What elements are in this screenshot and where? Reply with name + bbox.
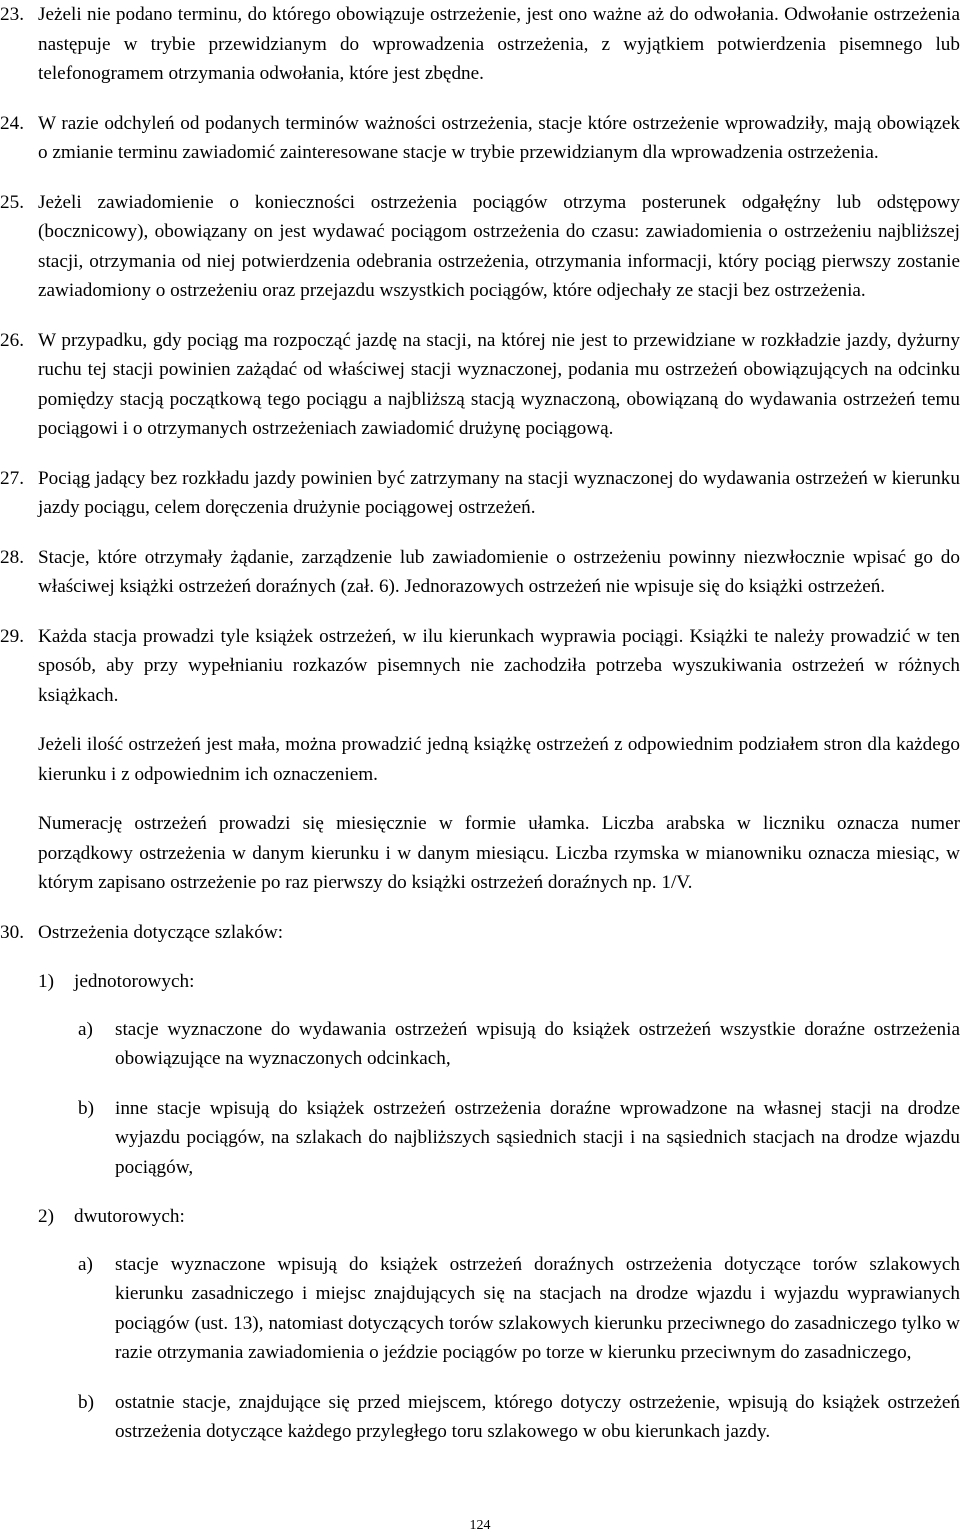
item-24 <box>0 109 960 168</box>
item-29-paragraph: Numerację ostrzeżeń prowadzi się miesięcznie w formie ułamka. Liczba arabska w liczniku oznacza numer porządkowy ostrzeżenia w danym kierunku i w danym miesiącu. Liczba rzymska w mianowniku oznacza miesiąc, w którym zapisano ostrzeżenie po raz pierwszy do książki ostrzeżeń doraźnych np. 1/V. <box>38 813 960 893</box>
subsubitem-number: a) <box>78 1253 93 1275</box>
subitem-label: jednotorowych: <box>74 971 195 992</box>
item-text: Jeżeli nie podano terminu, do którego obowiązuje ostrzeżenie, jest ono ważne aż do odwołania. Odwołanie ostrzeżenia następuje w trybie przewidzianym do wprowadzenia ostrzeżenia, z wyjątkiem potwierdzenia pisemnego lub telefonogramem otrzymania odwołania, które jest zbędne. <box>38 4 960 84</box>
item-23 <box>0 0 960 89</box>
item-30 <box>0 918 960 948</box>
subsubitem-text: inne stacje wpisują do książek ostrzeżeń ostrzeżenia doraźne wprowadzone na własnej stacji na drodze wyjazdu pociągów, na szlakach do najbliższych sąsiednich stacji i na sąsiednich stacjach na drodze wjazdu pociągów, <box>115 1097 960 1178</box>
item-text: Stacje, które otrzymały żądanie, zarządzenie lub zawiadomienie o ostrzeżeniu powinny niezwłocznie wpisać go do właściwej książki ostrzeżeń doraźnych (zał. 6). Jednorazowych ostrzeżeń nie wpisuje się do książki ostrzeżeń. <box>38 546 960 597</box>
subsubitem <box>0 1250 960 1368</box>
item-number: 25. <box>0 191 24 213</box>
item-25 <box>0 188 960 306</box>
subsubitem <box>0 1094 960 1183</box>
item-29-paragraph: Jeżeli ilość ostrzeżeń jest mała, można prowadzić jedną książkę ostrzeżeń z odpowiednim podziałem stron dla każdego kierunku i z odpowiednim ich oznaczeniem. <box>38 734 960 785</box>
subitem-label: dwutorowych: <box>74 1206 185 1227</box>
item-text: W przypadku, gdy pociąg ma rozpocząć jazdę na stacji, na której nie jest to przewidziane w rozkładzie jazdy, dyżurny ruchu tej stacji powinien zażądać od właściwej stacji wyznaczonej, podania mu ostrzeżeń obowiązujących na odcinku pomiędzy stacją początkową tego pociągu a najbliższą stacją wyznaczoną, obowiązaną do wydawania ostrzeżeń temu pociągowi i o otrzymanych ostrzeżeniach zawiadomić drużynę pociągową. <box>38 329 960 439</box>
subsubitem-text: ostatnie stacje, znajdujące się przed miejscem, którego dotyczy ostrzeżenie, wpisują do książek ostrzeżeń ostrzeżenia dotyczące każdego przyległego toru szlakowego w obu kierunkach jazdy. <box>115 1391 960 1442</box>
item-number: 30. <box>0 921 24 943</box>
item-number: 28. <box>0 546 24 568</box>
item-text: Ostrzeżenia dotyczące szlaków: <box>38 921 284 943</box>
subitem-number: 2) <box>38 1206 54 1227</box>
subsubitem-number: b) <box>78 1391 94 1413</box>
subsubitem <box>0 1015 960 1074</box>
item-number: 24. <box>0 112 24 134</box>
subsubitem-text: stacje wyznaczone wpisują do książek ostrzeżeń doraźnych ostrzeżenia dotyczące torów szlakowych kierunku zasadniczego i miejsc znajdujących się na stacjach na drodze wjazdu i wyjazdu wyprawianych pociągów (ust. 13), natomiast dotyczących torów szlakowych kierunku przeciwnego do zasadniczego tylko w razie otrzymania zawiadomienia o jeździe pociągów po torze w kierunku przeciwnym do zasadniczego, <box>115 1253 960 1363</box>
item-number: 29. <box>0 625 24 647</box>
item-number: 23. <box>0 4 24 25</box>
item-28 <box>0 543 960 602</box>
item-26 <box>0 326 960 444</box>
item-text: Pociąg jadący bez rozkładu jazdy powinien być zatrzymany na stacji wyznaczonej do wydawania ostrzeżeń w kierunku jazdy pociągu, celem doręczenia drużynie pociągowej ostrzeżeń. <box>38 467 960 518</box>
item-29 <box>0 622 960 711</box>
item-27 <box>0 464 960 523</box>
item-number: 27. <box>0 467 24 489</box>
item-number: 26. <box>0 329 24 351</box>
subsubitem-number: b) <box>78 1097 94 1119</box>
subsubitem-text: stacje wyznaczone do wydawania ostrzeżeń wpisują do książek ostrzeżeń wszystkie doraźne ostrzeżenia obowiązujące na wyznaczonych odcinkach, <box>115 1018 960 1069</box>
item-text: W razie odchyleń od podanych terminów ważności ostrzeżenia, stacje które ostrzeżenie wprowadziły, mają obowiązek o zmianie terminu zawiadomić zainteresowane stacje w trybie przewidzianym dla wprowadzenia ostrzeżenia. <box>38 112 960 163</box>
subsubitem-number: a) <box>78 1018 93 1040</box>
item-text: Każda stacja prowadzi tyle książek ostrzeżeń, w ilu kierunkach wyprawia pociągi. Książki te należy prowadzić w ten sposób, aby przy wypełnianiu rozkazów pisemnych nie zachodziła potrzeba wyszukiwania ostrzeżeń w różnych książkach. <box>38 625 960 706</box>
subsubitem <box>0 1388 960 1447</box>
item-text: Jeżeli zawiadomienie o konieczności ostrzeżenia pociągów otrzyma posterunek odgałęźny lub odstępowy (bocznicowy), obowiązany on jest wydawać pociągom ostrzeżenia do czasu: zawiadomienia o ostrzeżeniu najbliższej stacji, otrzymania od niej potwierdzenia odebrania ostrzeżenia, otrzymania informacji, który pociąg pierwszy zostanie zawiadomiony o ostrzeżeniu oraz przejazdu wszystkich pociągów, które odjechały ze stacji bez ostrzeżenia. <box>38 191 960 301</box>
subitem-single-track <box>0 967 960 997</box>
subitem-double-track <box>0 1202 960 1232</box>
page-number: 124 <box>469 1518 491 1533</box>
subitem-number: 1) <box>38 971 54 992</box>
